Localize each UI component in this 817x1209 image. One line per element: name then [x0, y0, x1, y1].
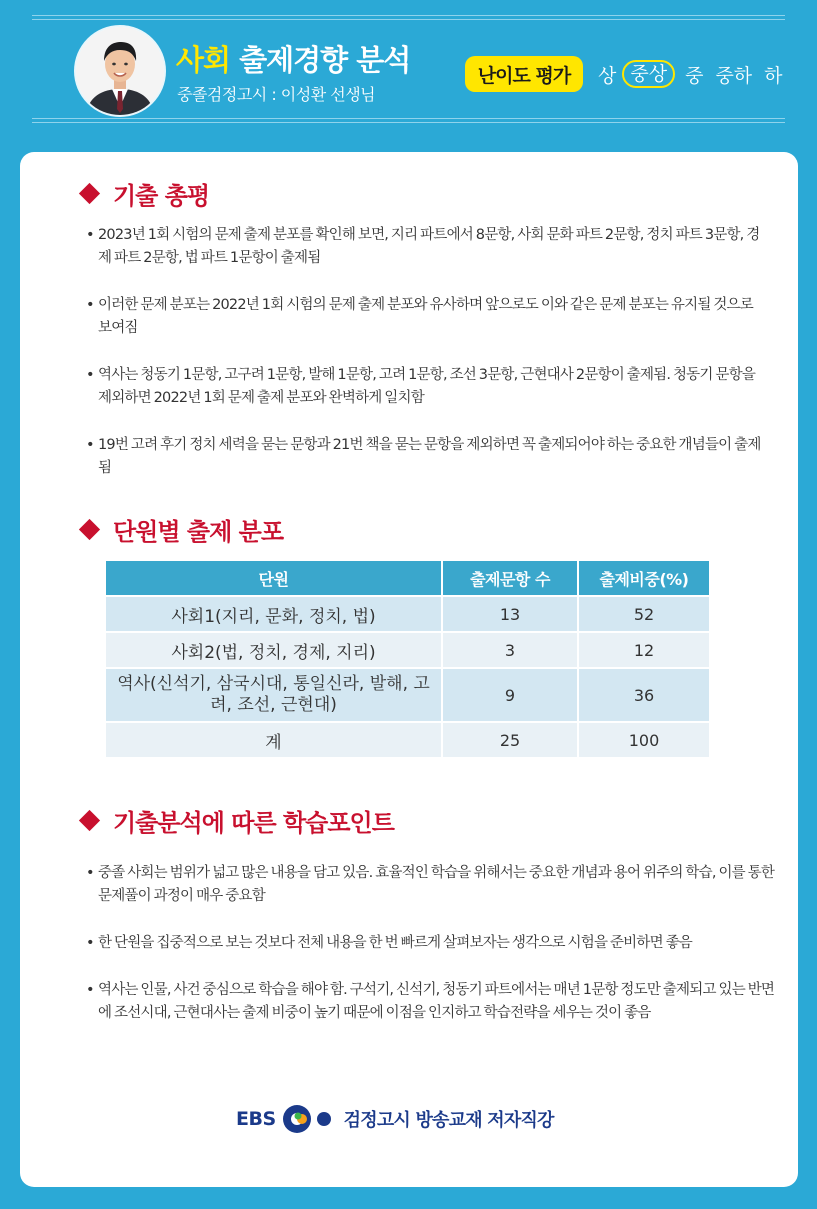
title-subject: 사회 — [176, 43, 231, 77]
level-mid-high-selected: 중상 — [622, 60, 675, 88]
section-title-overview — [78, 176, 209, 211]
distribution-table — [104, 559, 711, 759]
content-card — [20, 152, 798, 1187]
page-title — [176, 38, 410, 79]
cell-unit: 계 — [106, 723, 441, 757]
header-count: 출제문항 수 — [443, 561, 577, 595]
difficulty-levels — [598, 59, 795, 89]
diamond-bullet-icon — [79, 810, 100, 831]
section-title-text: 기출분석에 따른 학습포인트 — [113, 809, 394, 837]
cell-unit: 사회2(법, 정치, 경제, 지리) — [106, 633, 441, 667]
level-mid: 중 — [685, 64, 704, 87]
diamond-bullet-icon — [79, 519, 100, 540]
cell-count: 9 — [443, 669, 577, 721]
list-item: • 역사는 인물, 사건 중심으로 학습을 해야 함. 구석기, 신석기, 청동기 파트에서는 매년 1문항 정도만 출제되고 있는 반면에 조선시대, 근현대사는 출제 비중이 높기 때문에 이점을 인지하고 학습전략을 세우는 것이 좋음 — [86, 979, 776, 1025]
section-title-text: 단원별 출제 분포 — [113, 518, 283, 546]
list-item: • 역사는 청동기 1문항, 고구려 1문항, 발해 1문항, 고려 1문항, 조선 3문항, 근현대사 2문항이 출제됨. 청동기 문항을 제외하면 2022년 1회 문제 출제 분포와 완벽하게 일치함 — [86, 364, 766, 410]
table-header-row — [106, 561, 709, 595]
header-top-divider-2 — [32, 19, 785, 20]
cell-ratio: 36 — [579, 669, 709, 721]
level-high: 상 — [598, 64, 617, 87]
teacher-portrait-icon — [76, 27, 164, 115]
list-item: • 한 단원을 집중적으로 보는 것보다 전체 내용을 한 번 빠르게 살펴보자는 생각으로 시험을 준비하면 좋음 — [86, 932, 776, 955]
list-item: • 중졸 사회는 범위가 넓고 많은 내용을 담고 있음. 효율적인 학습을 위해서는 중요한 개념과 용어 위주의 학습, 이를 통한 문제풀이 과정이 매우 중요함 — [86, 862, 776, 908]
teacher-subtitle: 중졸검정고시 : 이성환 선생님 — [177, 85, 376, 104]
cell-count: 25 — [443, 723, 577, 757]
level-mid-low: 중하 — [715, 64, 753, 87]
cell-ratio: 52 — [579, 597, 709, 631]
cell-count: 13 — [443, 597, 577, 631]
section-title-text: 기출 총평 — [113, 182, 210, 210]
header-bottom-divider — [32, 118, 785, 119]
footer-brand — [236, 1102, 554, 1136]
overview-list — [86, 224, 766, 480]
table-row-total — [106, 723, 709, 757]
list-item: • 2023년 1회 시험의 문제 출제 분포를 확인해 보면, 지리 파트에서 8문항, 사회 문화 파트 2문항, 정치 파트 3문항, 경제 파트 2문항, 법 파트 1문항이 출제됨 — [86, 224, 766, 270]
table-row — [106, 633, 709, 667]
header-unit: 단원 — [106, 561, 441, 595]
title-rest: 출제경향 분석 — [239, 43, 411, 77]
header-ratio: 출제비중(%) — [579, 561, 709, 595]
level-low: 하 — [764, 64, 783, 87]
header-top-divider — [32, 15, 785, 16]
difficulty-badge: 난이도 평가 — [465, 56, 583, 92]
study-points-list — [86, 862, 776, 1025]
cell-unit: 역사(신석기, 삼국시대, 통일신라, 발해, 고려, 조선, 근현대) — [106, 669, 441, 721]
ebs-logo-text: EBS — [236, 1108, 276, 1130]
list-item: • 19번 고려 후기 정치 세력을 묻는 문항과 21번 책을 묻는 문항을 제외하면 꼭 출제되어야 하는 중요한 개념들이 출제됨 — [86, 434, 766, 480]
section-title-distribution — [78, 512, 283, 547]
table-row — [106, 669, 709, 721]
header-bottom-divider-2 — [32, 122, 785, 123]
cell-ratio: 12 — [579, 633, 709, 667]
cell-count: 3 — [443, 633, 577, 667]
header — [0, 0, 817, 140]
section-title-study-points — [78, 803, 394, 838]
cell-unit: 사회1(지리, 문화, 정치, 법) — [106, 597, 441, 631]
cell-ratio: 100 — [579, 723, 709, 757]
ebs-logo-icon — [282, 1102, 334, 1136]
teacher-avatar — [76, 27, 164, 115]
list-item: • 이러한 문제 분포는 2022년 1회 시험의 문제 출제 분포와 유사하며 앞으로도 이와 같은 문제 분포는 유지될 것으로 보여짐 — [86, 294, 766, 340]
footer-label: 검정고시 방송교재 저자직강 — [343, 1110, 554, 1131]
diamond-bullet-icon — [79, 183, 100, 204]
table-row — [106, 597, 709, 631]
